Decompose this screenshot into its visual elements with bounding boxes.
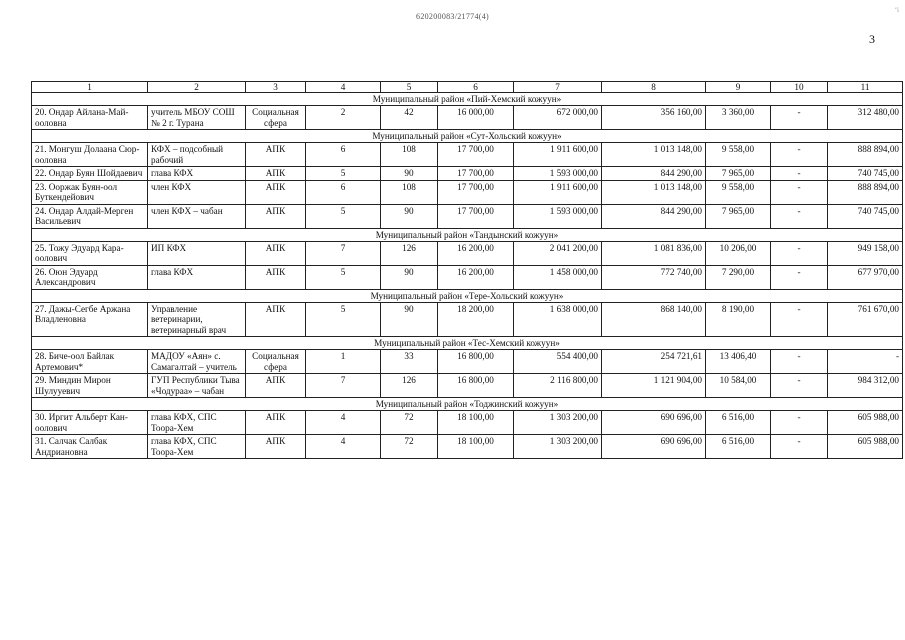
cell-n9: 9 558,00 bbox=[706, 143, 771, 167]
cell-n10: - bbox=[771, 180, 828, 204]
district-row bbox=[32, 228, 903, 241]
cell-n11: - bbox=[828, 350, 903, 374]
table-row bbox=[32, 180, 903, 204]
cell-n8: 1 081 836,00 bbox=[602, 241, 706, 265]
cell-n8: 868 140,00 bbox=[602, 302, 706, 337]
cell-n11: 605 988,00 bbox=[828, 435, 903, 459]
table-row bbox=[32, 241, 903, 265]
table-row bbox=[32, 204, 903, 228]
cell-n11: 984 312,00 bbox=[828, 374, 903, 398]
cell-n10: - bbox=[771, 241, 828, 265]
cell-sector: АПК bbox=[246, 302, 306, 337]
cell-n11: 740 745,00 bbox=[828, 167, 903, 181]
cell-n10: - bbox=[771, 167, 828, 181]
cell-n8: 254 721,61 bbox=[602, 350, 706, 374]
cell-n6: 17 700,00 bbox=[438, 204, 514, 228]
cell-n8: 1 121 904,00 bbox=[602, 374, 706, 398]
cell-n6: 18 200,00 bbox=[438, 302, 514, 337]
district-row bbox=[32, 337, 903, 350]
cell-n11: 888 894,00 bbox=[828, 143, 903, 167]
table-row bbox=[32, 143, 903, 167]
cell-n6: 17 700,00 bbox=[438, 143, 514, 167]
cell-n9: 8 190,00 bbox=[706, 302, 771, 337]
cell-n4: 4 bbox=[306, 411, 381, 435]
cell-n7: 1 911 600,00 bbox=[514, 143, 602, 167]
cell-n8: 844 290,00 bbox=[602, 167, 706, 181]
table-row bbox=[32, 435, 903, 459]
table-row bbox=[32, 302, 903, 337]
cell-n7: 1 458 000,00 bbox=[514, 265, 602, 289]
cell-sector: АПК bbox=[246, 143, 306, 167]
cell-n9: 7 965,00 bbox=[706, 204, 771, 228]
cell-position: глава КФХ, СПС Тоора-Хем bbox=[148, 411, 246, 435]
cell-name: 20. Ондар Айлана-Май-ооловна bbox=[32, 106, 148, 130]
cell-n5: 33 bbox=[381, 350, 438, 374]
district-row bbox=[32, 130, 903, 143]
cell-n6: 16 800,00 bbox=[438, 350, 514, 374]
cell-sector: АПК bbox=[246, 180, 306, 204]
cell-n11: 949 158,00 bbox=[828, 241, 903, 265]
cell-n8: 1 013 148,00 bbox=[602, 143, 706, 167]
cell-position: глава КФХ, СПС Тоора-Хем bbox=[148, 435, 246, 459]
cell-n10: - bbox=[771, 265, 828, 289]
cell-n10: - bbox=[771, 204, 828, 228]
cell-sector: Социальная сфера bbox=[246, 350, 306, 374]
district-row bbox=[32, 93, 903, 106]
cell-position: КФХ – подсобный рабочий bbox=[148, 143, 246, 167]
cell-n10: - bbox=[771, 106, 828, 130]
cell-n5: 126 bbox=[381, 241, 438, 265]
cell-position: Управление ветеринарии, ветеринарный врач bbox=[148, 302, 246, 337]
cell-n8: 1 013 148,00 bbox=[602, 180, 706, 204]
cell-n4: 1 bbox=[306, 350, 381, 374]
table-row bbox=[32, 350, 903, 374]
cell-name: 27. Дажы-Сегбе Аржана Владленовна bbox=[32, 302, 148, 337]
cell-n9: 9 558,00 bbox=[706, 180, 771, 204]
cell-position: МАДОУ «Аян» с. Самагалтай – учитель bbox=[148, 350, 246, 374]
cell-n5: 90 bbox=[381, 167, 438, 181]
column-header-8: 8 bbox=[602, 82, 706, 93]
cell-name: 24. Ондар Алдай-Мерген Васильевич bbox=[32, 204, 148, 228]
corner-mark: ʻі bbox=[894, 6, 899, 14]
cell-n6: 16 800,00 bbox=[438, 374, 514, 398]
document-id: 620200083/21774(4) bbox=[416, 12, 489, 21]
cell-n9: 13 406,40 bbox=[706, 350, 771, 374]
cell-position: глава КФХ bbox=[148, 167, 246, 181]
cell-n11: 677 970,00 bbox=[828, 265, 903, 289]
cell-n7: 1 911 600,00 bbox=[514, 180, 602, 204]
cell-n8: 844 290,00 bbox=[602, 204, 706, 228]
cell-sector: Социальная сфера bbox=[246, 106, 306, 130]
column-header-9: 9 bbox=[706, 82, 771, 93]
district-row bbox=[32, 289, 903, 302]
cell-n7: 1 303 200,00 bbox=[514, 411, 602, 435]
cell-n10: - bbox=[771, 374, 828, 398]
district-title: Муниципальный район «Сут-Хольский кожуун» bbox=[32, 130, 903, 143]
cell-position: ГУП Республики Тыва «Чодураа» – чабан bbox=[148, 374, 246, 398]
table-body bbox=[32, 93, 903, 459]
cell-name: 25. Тожу Эдуард Кара-оолович bbox=[32, 241, 148, 265]
cell-n10: - bbox=[771, 435, 828, 459]
table-row bbox=[32, 374, 903, 398]
cell-sector: АПК bbox=[246, 167, 306, 181]
cell-n10: - bbox=[771, 411, 828, 435]
cell-n5: 90 bbox=[381, 204, 438, 228]
column-number-row bbox=[32, 82, 903, 93]
cell-position: учитель МБОУ СОШ № 2 г. Турана bbox=[148, 106, 246, 130]
cell-n4: 5 bbox=[306, 265, 381, 289]
cell-name: 28. Биче-оол Байлак Артемович* bbox=[32, 350, 148, 374]
column-header-10: 10 bbox=[771, 82, 828, 93]
cell-n5: 126 bbox=[381, 374, 438, 398]
table-row bbox=[32, 167, 903, 181]
district-title: Муниципальный район «Тоджинский кожуун» bbox=[32, 398, 903, 411]
column-header-4: 4 bbox=[306, 82, 381, 93]
registry-table bbox=[31, 81, 903, 459]
cell-position: член КФХ – чабан bbox=[148, 204, 246, 228]
cell-sector: АПК bbox=[246, 241, 306, 265]
cell-n5: 90 bbox=[381, 265, 438, 289]
cell-n7: 1 593 000,00 bbox=[514, 204, 602, 228]
cell-n5: 72 bbox=[381, 411, 438, 435]
cell-n6: 16 000,00 bbox=[438, 106, 514, 130]
district-title: Муниципальный район «Пий-Хемский кожуун» bbox=[32, 93, 903, 106]
cell-n5: 108 bbox=[381, 143, 438, 167]
cell-n8: 690 696,00 bbox=[602, 411, 706, 435]
district-title: Муниципальный район «Тере-Хольский кожуун» bbox=[32, 289, 903, 302]
district-row bbox=[32, 398, 903, 411]
cell-n4: 6 bbox=[306, 180, 381, 204]
cell-name: 26. Оюн Эдуард Александрович bbox=[32, 265, 148, 289]
column-header-2: 2 bbox=[148, 82, 246, 93]
cell-n8: 356 160,00 bbox=[602, 106, 706, 130]
cell-n7: 2 116 800,00 bbox=[514, 374, 602, 398]
cell-n11: 740 745,00 bbox=[828, 204, 903, 228]
cell-n4: 5 bbox=[306, 167, 381, 181]
cell-n9: 3 360,00 bbox=[706, 106, 771, 130]
cell-position: член КФХ bbox=[148, 180, 246, 204]
cell-n4: 7 bbox=[306, 374, 381, 398]
cell-n9: 7 965,00 bbox=[706, 167, 771, 181]
cell-n7: 1 303 200,00 bbox=[514, 435, 602, 459]
cell-n4: 5 bbox=[306, 204, 381, 228]
cell-n5: 90 bbox=[381, 302, 438, 337]
cell-n4: 2 bbox=[306, 106, 381, 130]
cell-n11: 761 670,00 bbox=[828, 302, 903, 337]
cell-n8: 772 740,00 bbox=[602, 265, 706, 289]
cell-n9: 7 290,00 bbox=[706, 265, 771, 289]
column-header-1: 1 bbox=[32, 82, 148, 93]
cell-n9: 6 516,00 bbox=[706, 411, 771, 435]
cell-n9: 10 206,00 bbox=[706, 241, 771, 265]
page-number: 3 bbox=[869, 32, 875, 46]
cell-n7: 554 400,00 bbox=[514, 350, 602, 374]
cell-name: 21. Монгуш Долаана Сюр-ооловна bbox=[32, 143, 148, 167]
cell-n4: 4 bbox=[306, 435, 381, 459]
table-row bbox=[32, 106, 903, 130]
cell-n10: - bbox=[771, 350, 828, 374]
cell-sector: АПК bbox=[246, 435, 306, 459]
district-title: Муниципальный район «Тес-Хемский кожуун» bbox=[32, 337, 903, 350]
cell-n5: 42 bbox=[381, 106, 438, 130]
cell-name: 22. Ондар Буян Шойдаевич bbox=[32, 167, 148, 181]
cell-n7: 2 041 200,00 bbox=[514, 241, 602, 265]
column-header-11: 11 bbox=[828, 82, 903, 93]
cell-n6: 16 200,00 bbox=[438, 241, 514, 265]
cell-n11: 888 894,00 bbox=[828, 180, 903, 204]
table-row bbox=[32, 411, 903, 435]
cell-n10: - bbox=[771, 143, 828, 167]
cell-n4: 6 bbox=[306, 143, 381, 167]
cell-name: 30. Иргит Альберт Кан-оолович bbox=[32, 411, 148, 435]
cell-n6: 18 100,00 bbox=[438, 411, 514, 435]
column-header-6: 6 bbox=[438, 82, 514, 93]
cell-n7: 1 638 000,00 bbox=[514, 302, 602, 337]
cell-n4: 7 bbox=[306, 241, 381, 265]
cell-sector: АПК bbox=[246, 204, 306, 228]
cell-n8: 690 696,00 bbox=[602, 435, 706, 459]
cell-n11: 605 988,00 bbox=[828, 411, 903, 435]
cell-position: ИП КФХ bbox=[148, 241, 246, 265]
cell-sector: АПК bbox=[246, 374, 306, 398]
cell-name: 31. Салчак Салбак Андриановна bbox=[32, 435, 148, 459]
cell-n11: 312 480,00 bbox=[828, 106, 903, 130]
column-header-7: 7 bbox=[514, 82, 602, 93]
cell-n9: 10 584,00 bbox=[706, 374, 771, 398]
cell-name: 23. Ооржак Буян-оол Буткендейович bbox=[32, 180, 148, 204]
cell-position: глава КФХ bbox=[148, 265, 246, 289]
cell-n6: 17 700,00 bbox=[438, 180, 514, 204]
cell-n6: 16 200,00 bbox=[438, 265, 514, 289]
cell-n6: 18 100,00 bbox=[438, 435, 514, 459]
column-header-3: 3 bbox=[246, 82, 306, 93]
cell-sector: АПК bbox=[246, 265, 306, 289]
cell-n6: 17 700,00 bbox=[438, 167, 514, 181]
cell-n9: 6 516,00 bbox=[706, 435, 771, 459]
cell-n5: 72 bbox=[381, 435, 438, 459]
cell-n7: 1 593 000,00 bbox=[514, 167, 602, 181]
cell-n7: 672 000,00 bbox=[514, 106, 602, 130]
cell-n10: - bbox=[771, 302, 828, 337]
district-title: Муниципальный район «Тандынский кожуун» bbox=[32, 228, 903, 241]
column-header-5: 5 bbox=[381, 82, 438, 93]
table-row bbox=[32, 265, 903, 289]
cell-sector: АПК bbox=[246, 411, 306, 435]
cell-n5: 108 bbox=[381, 180, 438, 204]
cell-name: 29. Миндин Мирон Шулууевич bbox=[32, 374, 148, 398]
cell-n4: 5 bbox=[306, 302, 381, 337]
